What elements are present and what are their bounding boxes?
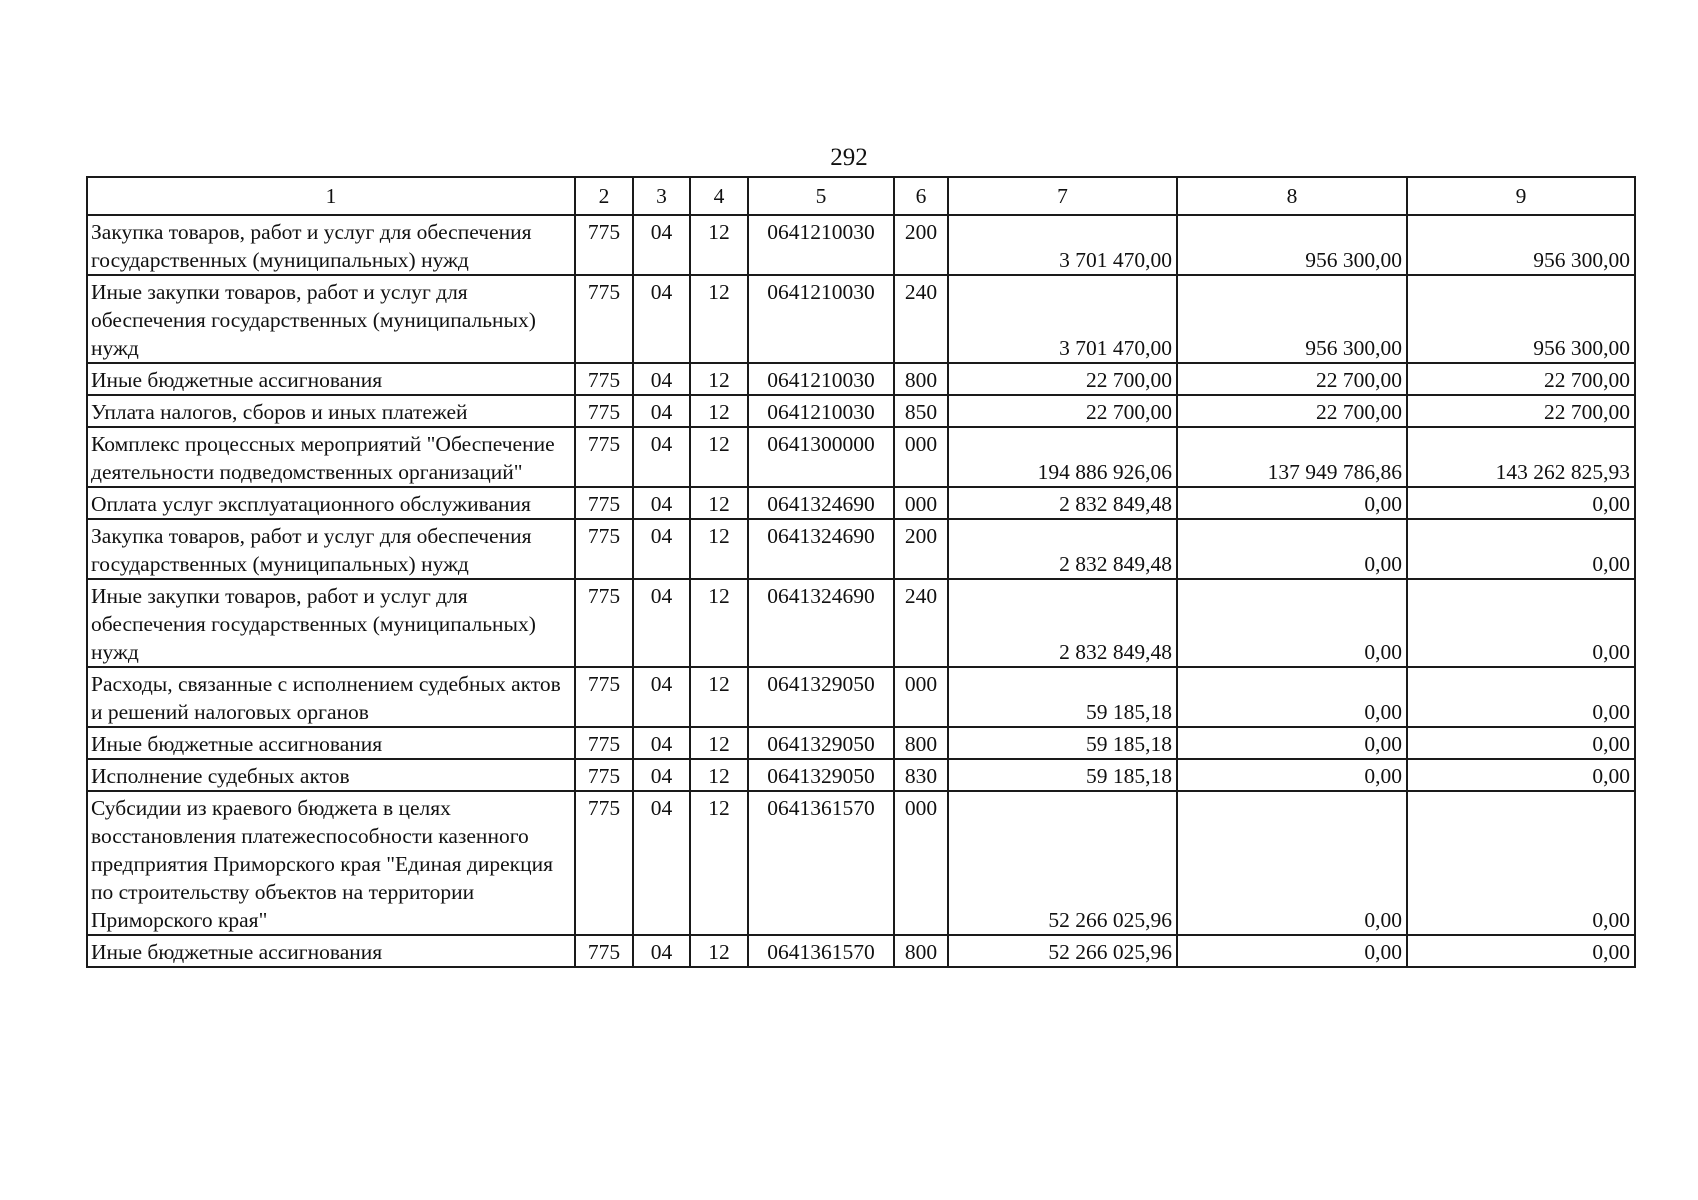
row-target-article-cell: 0641210030 (748, 215, 894, 275)
row-subsection-cell: 12 (690, 275, 748, 363)
row-section-cell: 04 (633, 519, 690, 579)
column-header: 6 (894, 177, 948, 215)
table-row (87, 667, 1635, 727)
row-amount-cell: 52 266 025,96 (948, 935, 1177, 967)
table-row (87, 727, 1635, 759)
row-expense-type-cell: 800 (894, 935, 948, 967)
row-amount-cell: 0,00 (1177, 579, 1407, 667)
row-target-article-cell: 0641210030 (748, 363, 894, 395)
table-row (87, 395, 1635, 427)
row-amount-cell: 0,00 (1177, 487, 1407, 519)
row-admin-code-cell: 775 (575, 667, 633, 727)
row-amount-cell: 22 700,00 (948, 363, 1177, 395)
row-subsection-cell: 12 (690, 791, 748, 935)
table-row (87, 487, 1635, 519)
column-header: 1 (87, 177, 575, 215)
row-admin-code-cell: 775 (575, 579, 633, 667)
row-amount-cell: 137 949 786,86 (1177, 427, 1407, 487)
column-header: 8 (1177, 177, 1407, 215)
header-row (87, 177, 1635, 215)
row-amount-cell: 0,00 (1177, 519, 1407, 579)
row-amount-cell: 59 185,18 (948, 759, 1177, 791)
row-subsection-cell: 12 (690, 395, 748, 427)
row-amount-cell: 0,00 (1407, 759, 1635, 791)
row-amount-cell: 956 300,00 (1177, 215, 1407, 275)
row-name-cell: Уплата налогов, сборов и иных платежей (87, 395, 575, 427)
row-expense-type-cell: 240 (894, 579, 948, 667)
table-row (87, 759, 1635, 791)
table-row (87, 363, 1635, 395)
column-header: 4 (690, 177, 748, 215)
row-section-cell: 04 (633, 667, 690, 727)
row-subsection-cell: 12 (690, 363, 748, 395)
row-target-article-cell: 0641324690 (748, 487, 894, 519)
row-amount-cell: 0,00 (1407, 519, 1635, 579)
row-subsection-cell: 12 (690, 215, 748, 275)
row-name-cell: Исполнение судебных актов (87, 759, 575, 791)
row-target-article-cell: 0641210030 (748, 395, 894, 427)
row-amount-cell: 0,00 (1407, 791, 1635, 935)
row-target-article-cell: 0641210030 (748, 275, 894, 363)
row-section-cell: 04 (633, 487, 690, 519)
row-subsection-cell: 12 (690, 667, 748, 727)
row-name-cell: Расходы, связанные с исполнением судебных актов и решений налоговых органов (87, 667, 575, 727)
row-target-article-cell: 0641361570 (748, 935, 894, 967)
row-admin-code-cell: 775 (575, 727, 633, 759)
row-expense-type-cell: 830 (894, 759, 948, 791)
row-amount-cell: 956 300,00 (1177, 275, 1407, 363)
row-admin-code-cell: 775 (575, 519, 633, 579)
column-header: 5 (748, 177, 894, 215)
table-body (87, 215, 1635, 967)
row-amount-cell: 0,00 (1407, 579, 1635, 667)
row-amount-cell: 22 700,00 (1177, 395, 1407, 427)
row-amount-cell: 22 700,00 (1407, 395, 1635, 427)
row-amount-cell: 3 701 470,00 (948, 275, 1177, 363)
row-amount-cell: 0,00 (1407, 935, 1635, 967)
row-section-cell: 04 (633, 215, 690, 275)
row-expense-type-cell: 000 (894, 427, 948, 487)
row-expense-type-cell: 000 (894, 791, 948, 935)
budget-table (86, 176, 1636, 968)
row-admin-code-cell: 775 (575, 363, 633, 395)
row-expense-type-cell: 800 (894, 727, 948, 759)
row-amount-cell: 956 300,00 (1407, 275, 1635, 363)
table-row (87, 275, 1635, 363)
row-admin-code-cell: 775 (575, 395, 633, 427)
row-name-cell: Иные бюджетные ассигнования (87, 727, 575, 759)
row-target-article-cell: 0641324690 (748, 579, 894, 667)
table-row (87, 579, 1635, 667)
row-amount-cell: 22 700,00 (1177, 363, 1407, 395)
row-subsection-cell: 12 (690, 759, 748, 791)
column-header: 9 (1407, 177, 1635, 215)
row-section-cell: 04 (633, 275, 690, 363)
row-amount-cell: 0,00 (1177, 667, 1407, 727)
row-amount-cell: 0,00 (1407, 727, 1635, 759)
row-expense-type-cell: 200 (894, 215, 948, 275)
row-amount-cell: 0,00 (1177, 791, 1407, 935)
table-row (87, 519, 1635, 579)
column-header: 2 (575, 177, 633, 215)
row-amount-cell: 0,00 (1177, 935, 1407, 967)
row-amount-cell: 59 185,18 (948, 727, 1177, 759)
row-section-cell: 04 (633, 363, 690, 395)
row-name-cell: Иные бюджетные ассигнования (87, 935, 575, 967)
row-section-cell: 04 (633, 427, 690, 487)
row-subsection-cell: 12 (690, 727, 748, 759)
row-section-cell: 04 (633, 935, 690, 967)
row-subsection-cell: 12 (690, 487, 748, 519)
row-target-article-cell: 0641300000 (748, 427, 894, 487)
row-name-cell: Субсидии из краевого бюджета в целях восстановления платежеспособности казенного предприятия Приморского края "Единая дирекция по строительству объектов на территории Приморского края" (87, 791, 575, 935)
row-admin-code-cell: 775 (575, 215, 633, 275)
row-subsection-cell: 12 (690, 579, 748, 667)
row-name-cell: Иные закупки товаров, работ и услуг для обеспечения государственных (муниципальных) нужд (87, 579, 575, 667)
row-amount-cell: 0,00 (1407, 667, 1635, 727)
row-target-article-cell: 0641324690 (748, 519, 894, 579)
row-name-cell: Иные бюджетные ассигнования (87, 363, 575, 395)
row-target-article-cell: 0641329050 (748, 759, 894, 791)
row-admin-code-cell: 775 (575, 427, 633, 487)
page-number: 292 (830, 144, 868, 171)
row-amount-cell: 22 700,00 (948, 395, 1177, 427)
row-section-cell: 04 (633, 791, 690, 935)
row-name-cell: Комплекс процессных мероприятий "Обеспечение деятельности подведомственных организаций" (87, 427, 575, 487)
row-amount-cell: 2 832 849,48 (948, 487, 1177, 519)
row-expense-type-cell: 800 (894, 363, 948, 395)
row-subsection-cell: 12 (690, 427, 748, 487)
row-admin-code-cell: 775 (575, 275, 633, 363)
row-name-cell: Закупка товаров, работ и услуг для обеспечения государственных (муниципальных) нужд (87, 215, 575, 275)
row-amount-cell: 0,00 (1407, 487, 1635, 519)
row-section-cell: 04 (633, 395, 690, 427)
row-admin-code-cell: 775 (575, 791, 633, 935)
row-amount-cell: 22 700,00 (1407, 363, 1635, 395)
table-row (87, 935, 1635, 967)
row-expense-type-cell: 000 (894, 487, 948, 519)
row-amount-cell: 3 701 470,00 (948, 215, 1177, 275)
row-admin-code-cell: 775 (575, 935, 633, 967)
row-expense-type-cell: 000 (894, 667, 948, 727)
row-amount-cell: 52 266 025,96 (948, 791, 1177, 935)
row-admin-code-cell: 775 (575, 759, 633, 791)
row-expense-type-cell: 850 (894, 395, 948, 427)
row-amount-cell: 194 886 926,06 (948, 427, 1177, 487)
row-subsection-cell: 12 (690, 519, 748, 579)
row-admin-code-cell: 775 (575, 487, 633, 519)
row-name-cell: Иные закупки товаров, работ и услуг для обеспечения государственных (муниципальных) нужд (87, 275, 575, 363)
table-row (87, 215, 1635, 275)
row-target-article-cell: 0641361570 (748, 791, 894, 935)
row-target-article-cell: 0641329050 (748, 667, 894, 727)
row-section-cell: 04 (633, 759, 690, 791)
row-target-article-cell: 0641329050 (748, 727, 894, 759)
row-amount-cell: 59 185,18 (948, 667, 1177, 727)
row-amount-cell: 956 300,00 (1407, 215, 1635, 275)
row-expense-type-cell: 240 (894, 275, 948, 363)
table-row (87, 427, 1635, 487)
row-subsection-cell: 12 (690, 935, 748, 967)
row-expense-type-cell: 200 (894, 519, 948, 579)
row-name-cell: Оплата услуг эксплуатационного обслуживания (87, 487, 575, 519)
column-header: 3 (633, 177, 690, 215)
row-amount-cell: 2 832 849,48 (948, 579, 1177, 667)
row-amount-cell: 2 832 849,48 (948, 519, 1177, 579)
row-amount-cell: 0,00 (1177, 759, 1407, 791)
table-row (87, 791, 1635, 935)
row-section-cell: 04 (633, 579, 690, 667)
row-section-cell: 04 (633, 727, 690, 759)
column-header: 7 (948, 177, 1177, 215)
row-name-cell: Закупка товаров, работ и услуг для обеспечения государственных (муниципальных) нужд (87, 519, 575, 579)
row-amount-cell: 0,00 (1177, 727, 1407, 759)
row-amount-cell: 143 262 825,93 (1407, 427, 1635, 487)
